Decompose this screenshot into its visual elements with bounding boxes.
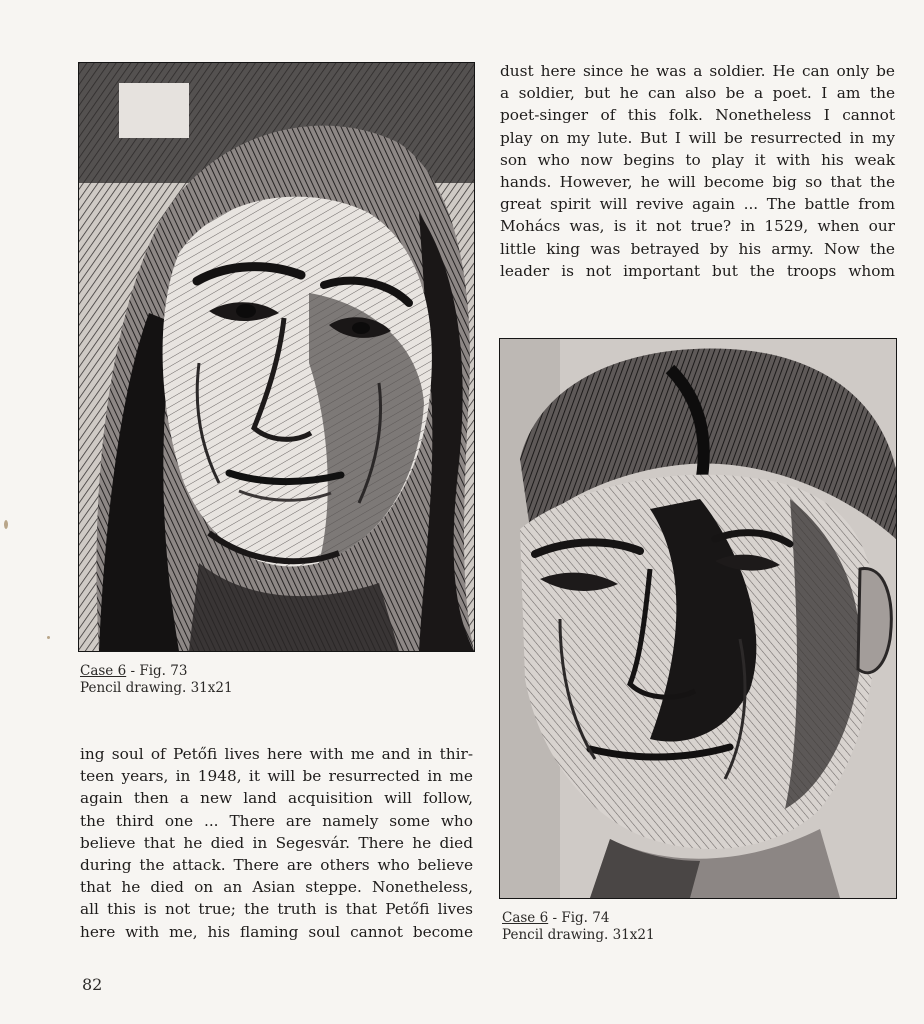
text-line: teen years, in 1948, it will be resurrected in me [80,767,473,786]
left-column-text [80,743,473,943]
text-line: hands. However, he will become big so that the [500,173,895,192]
figure-74-drawing [499,338,897,899]
figure-73-drawing [78,62,475,652]
text-line: dust here since he was a soldier. He can only be [500,62,895,80]
text-line: during the attack. There are others who believe [80,856,473,875]
text-line: here with me, his flaming soul cannot become [80,922,473,941]
text-line: play on my lute. But I will be resurrected in my [500,128,895,147]
paper-speck [4,520,8,529]
text-line: that he died on an Asian steppe. Nonetheless, [80,878,473,897]
text-line: poet-singer of this folk. Nonetheless I cannot [500,106,895,125]
text-line: the third one ... There are namely some who [80,811,473,830]
figure-73-medium: Pencil drawing. 31x21 [80,680,233,696]
text-line: believe that he died in Segesvár. There he died [80,833,473,852]
right-column-text [500,60,895,282]
text-line: again then a new land acquisition will follow, [80,789,473,808]
paper-speck [47,636,50,639]
text-line: Mohács was, is it not true? in 1529, when our [500,217,895,236]
text-line: son who now begins to play it with his weak [500,150,895,169]
figure-73-portrait-svg [79,63,474,651]
figure-74-case-reference: Case 6 [502,910,549,926]
text-line: leader is not important but the troops whom [500,261,895,280]
figure-73-caption [80,663,233,697]
figure-74-medium: Pencil drawing. 31x21 [502,927,655,943]
figure-74-label: - Fig. 74 [548,910,610,926]
text-line: great spirit will revive again ... The battle from [500,195,895,214]
text-line: a soldier, but he can also be a poet. I am the [500,84,895,103]
text-line: ing soul of Petőfi lives here with me and in thir- [80,745,473,763]
figure-73-label: - Fig. 73 [126,663,188,679]
figure-73-case-reference: Case 6 [80,663,127,679]
figure-74-caption [502,910,655,944]
figure-74-portrait-svg [500,339,896,898]
text-line: all this is not true; the truth is that Petőfi lives [80,900,473,919]
text-line: little king was betrayed by his army. Now the [500,239,895,258]
figure-74-caption-line1 [502,910,655,927]
figure-73-caption-line1 [80,663,233,680]
page-number: 82 [82,975,103,994]
